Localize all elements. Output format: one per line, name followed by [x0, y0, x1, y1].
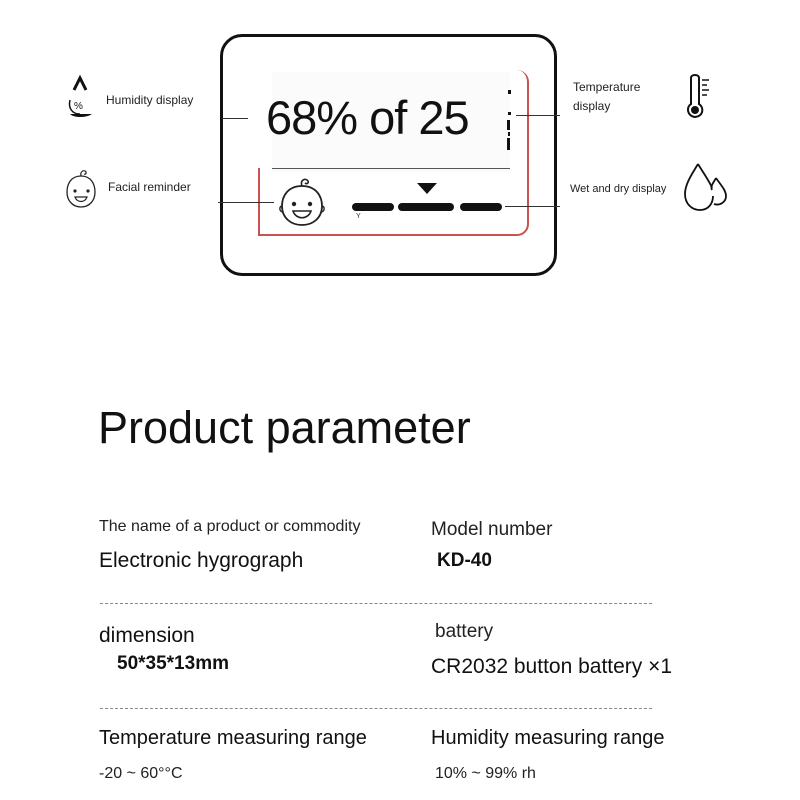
temperature-display-label-line1: Temperature [573, 80, 641, 94]
model-number-label: Model number [431, 519, 553, 540]
temperature-range-label: Temperature measuring range [99, 727, 367, 749]
product-name-label: The name of a product or commodity [99, 518, 361, 535]
wet-dry-bar-dry [352, 203, 394, 211]
humidity-range-value: 10% ~ 99% rh [435, 765, 536, 782]
temperature-range-value: -20 ~ 60°°C [99, 765, 183, 782]
humidity-range-label: Humidity measuring range [431, 727, 665, 749]
battery-label: battery [435, 621, 494, 642]
battery-value: CR2032 button battery ×1 [431, 655, 673, 678]
wet-dry-leader-line [505, 206, 560, 207]
row-divider-1 [100, 603, 652, 604]
temperature-leader-line [516, 115, 560, 116]
humidity-display-label: Humidity display [106, 93, 194, 107]
product-name-value: Electronic hygrograph [99, 549, 304, 572]
thermometer-icon [684, 72, 714, 124]
facial-reminder-label: Facial reminder [108, 180, 191, 194]
humidity-leader-line [222, 118, 248, 119]
model-number-value: KD-40 [437, 550, 492, 571]
wet-dry-bar-label: Y [356, 213, 361, 220]
wet-dry-bar-wet [460, 203, 502, 211]
wet-dry-display-label: Wet and dry display [570, 183, 667, 195]
main-reading: 68% of 25 [266, 91, 469, 144]
product-parameter-title: Product parameter [98, 402, 471, 453]
lcd-baby-face-icon [276, 176, 328, 228]
lcd-divider [272, 168, 510, 169]
wet-dry-pointer-icon [417, 183, 437, 194]
facial-leader-line [218, 202, 274, 203]
row-divider-2 [100, 708, 652, 709]
dimension-value: 50*35*13mm [117, 653, 229, 674]
temperature-segment-digits [505, 88, 513, 158]
dimension-label: dimension [99, 624, 195, 647]
temperature-display-label-line2: display [573, 99, 611, 113]
baby-face-icon [64, 168, 98, 210]
svg-text:%: % [74, 101, 83, 112]
wet-dry-bar-comfort [398, 203, 454, 211]
water-drops-icon [682, 160, 732, 216]
humidity-drop-icon [62, 74, 98, 120]
